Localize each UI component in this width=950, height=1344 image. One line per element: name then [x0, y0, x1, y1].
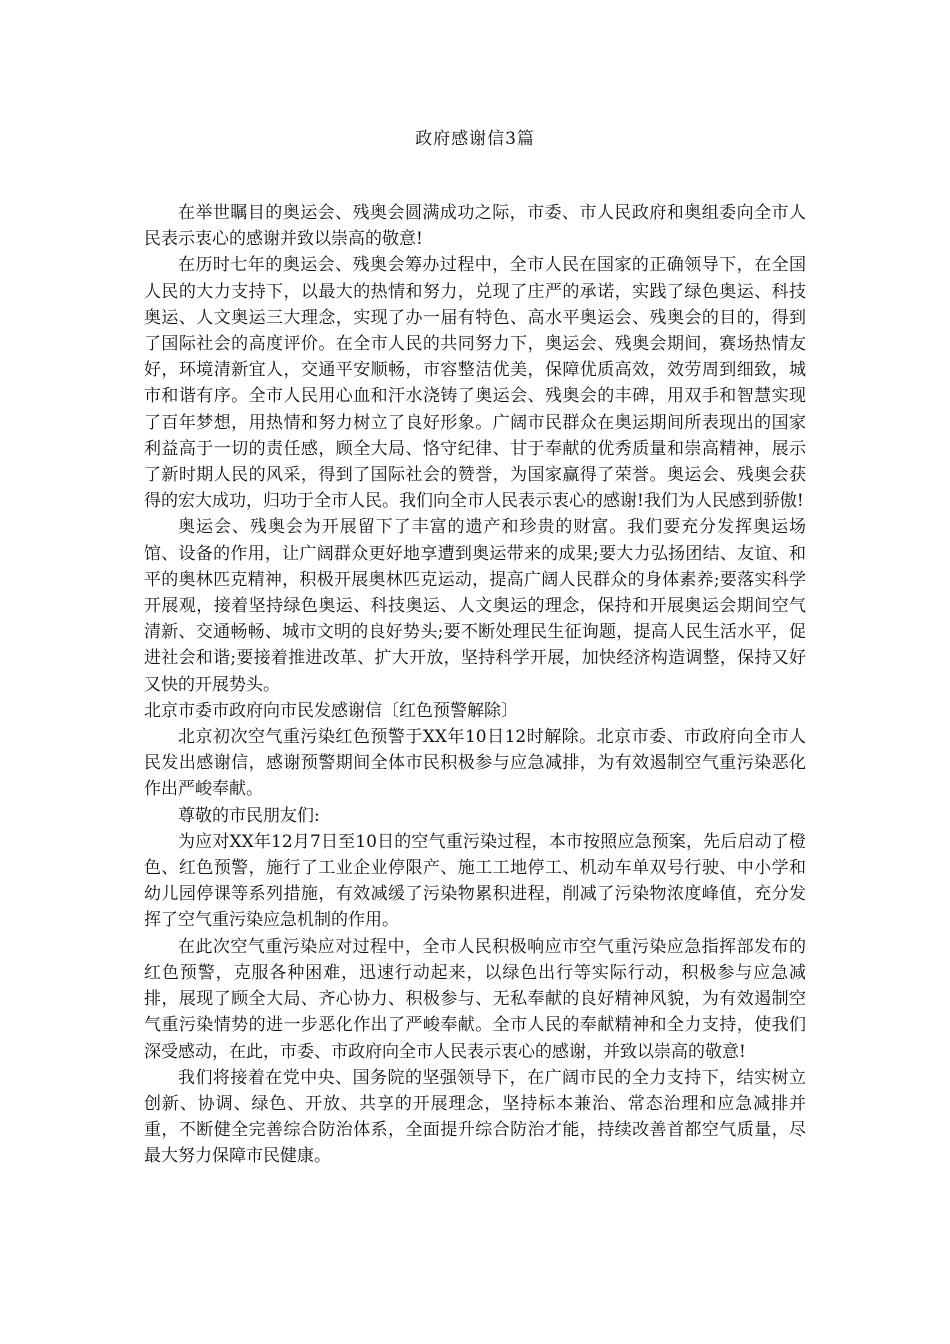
document-title: 政府感谢信3篇	[415, 129, 535, 149]
document-body	[144, 200, 806, 1170]
paragraph: 我们将接着在党中央、国务院的坚强领导下，在广阔市民的全力支持下，结实树立创新、协调、绿色、开放、共享的开展理念，坚持标本兼治、常态治理和应急减排并重，不断健全完善综合防治体系，全面提升综合防治才能，持续改善首都空气质量，尽最大努力保障市民健康。	[144, 1067, 806, 1167]
paragraph: 在此次空气重污染应对过程中，全市人民积极响应市空气重污染应急指挥部发布的红色预警，克服各种困难，迅速行动起来，以绿色出行等实际行动，积极参与应急减排，展现了顾全大局、齐心协力、积极参与、无私奉献的良好精神风貌，为有效遏制空气重污染情势的进一步恶化作出了严峻奉献。全市人民的奉献精神和全力支持，使我们深受感动，在此，市委、市政府向全市人民表示衷心的感谢，并致以崇高的敬意!	[144, 936, 806, 1062]
paragraph: 奥运会、残奥会为开展留下了丰富的遗产和珍贵的财富。我们要充分发挥奥运场馆、设备的作用，让广阔群众更好地享遭到奥运带来的成果;要大力弘扬团结、友谊、和平的奥林匹克精神，积极开展奥林匹克运动，提高广阔人民群众的身体素养;要落实科学开展观，接着坚持绿色奥运、科技奥运、人文奥运的理念，保持和开展奥运会期间空气清新、交通畅畅、城市文明的良好势头;要不断处理民生征询题，提高人民生活水平，促进社会和谐;要接着推进改革、扩大开放，坚持科学开展，加快经济构造调整，保持又好又快的开展势头。	[144, 517, 806, 695]
paragraph: 在举世瞩目的奥运会、残奥会圆满成功之际，市委、市人民政府和奥组委向全市人民表示衷心的感谢并致以崇高的敬意!	[144, 203, 806, 250]
salutation: 尊敬的市民朋友们:	[178, 805, 320, 826]
paragraph: 在历时七年的奥运会、残奥会筹办过程中，全市人民在国家的正确领导下，在全国人民的大力支持下，以最大的热情和努力，兑现了庄严的承诺，实践了绿色奥运、科技奥运、人文奥运三大理念，实现了办一届有特色、高水平奥运会、残奥会的目的，得到了国际社会的高度评价。在全市人民的共同努力下，奥运会、残奥会期间，赛场热情友好，环境清新宜人，交通平安顺畅，市容整洁优美，保障优质高效，效劳周到细致，城市和谐有序。全市人民用心血和汗水浇铸了奥运会、残奥会的丰碑，用双手和智慧实现了百年梦想，用热情和努力树立了良好形象。广阔市民群众在奥运期间所表现出的国家利益高于一切的责任感，顾全大局、恪守纪律、甘于奉献的优秀质量和崇高精神，展示了新时期人民的风采，得到了国际社会的赞誉，为国家赢得了荣誉。奥运会、残奥会获得的宏大成功，归功于全市人民。我们向全市人民表示衷心的感谢!我们为人民感到骄傲!	[144, 255, 806, 512]
section-heading: 北京市委市政府向市民发感谢信〔红色预警解除〕	[144, 700, 518, 721]
paragraph: 北京初次空气重污染红色预警于XX年10日12时解除。北京市委、市政府向全市人民发出感谢信，感谢预警期间全体市民积极参与应急减排，为有效遏制空气重污染恶化作出严峻奉献。	[144, 727, 806, 800]
paragraph: 为应对XX年12月7日至10日的空气重污染过程，本市按照应急预案，先后启动了橙色、红色预警，施行了工业企业停限产、施工工地停工、机动车单双号行驶、中小学和幼儿园停课等系列措施，有效减缓了污染物累积进程，削减了污染物浓度峰值，充分发挥了空气重污染应急机制的作用。	[144, 831, 806, 931]
